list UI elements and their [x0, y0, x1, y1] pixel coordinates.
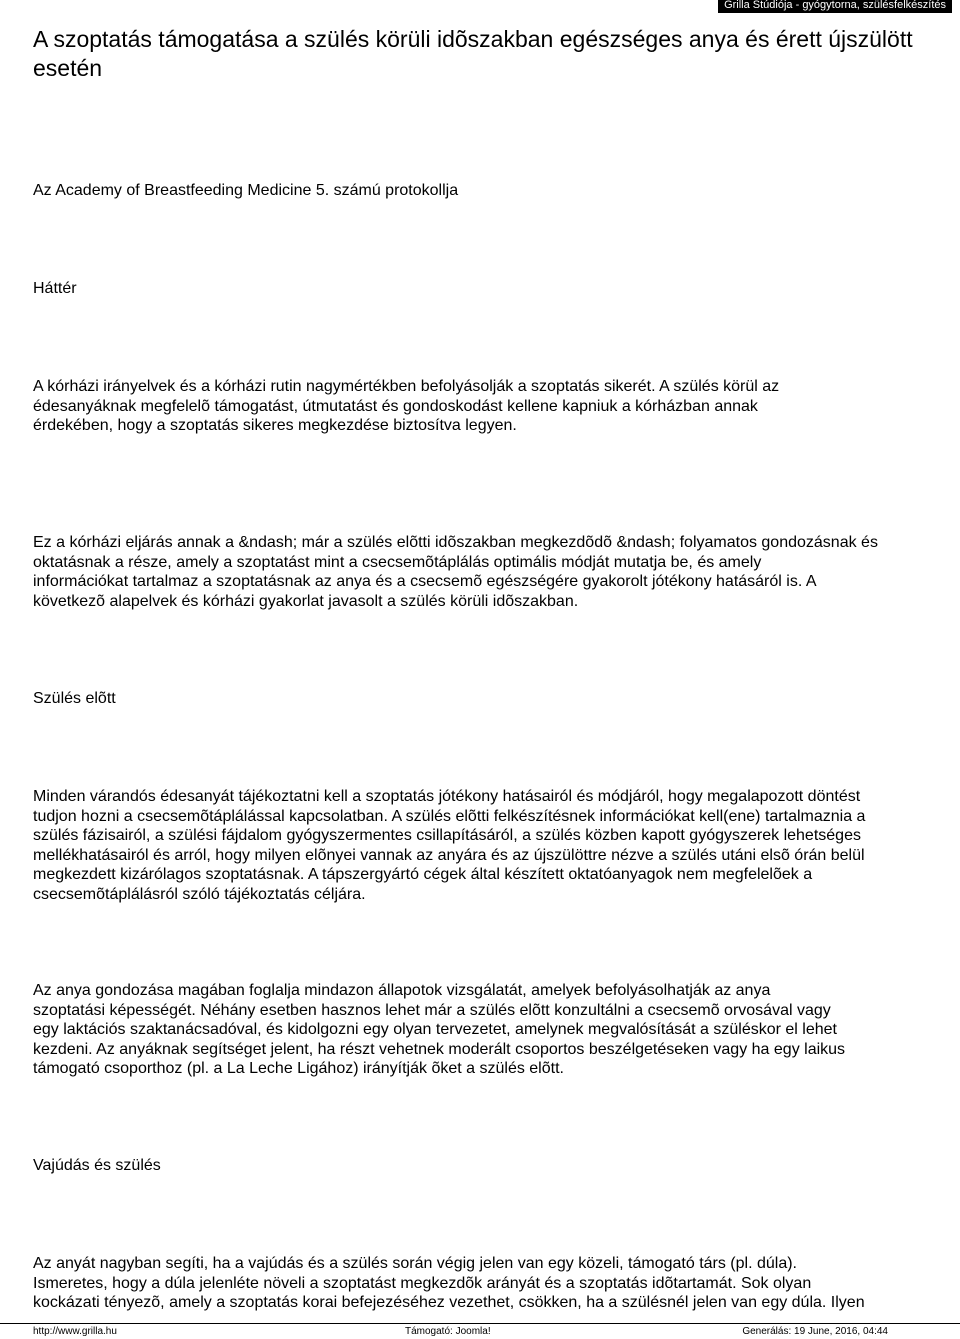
paragraph-line: Ez a kórházi eljárás annak a &ndash; már a szülés elõtti idõszakban megkezdõdõ &ndash; folyamatos gondozásnak és — [33, 534, 878, 551]
paragraph-line: tudjon hozni a csecsemõtáplálással kapcsolatban. A szülés elõtti felkészítésnek információkat kell(ene) tartalmaznia a — [33, 807, 866, 825]
paragraph-line: támogató csoporthoz (pl. a La Leche Ligához) irányítják õket a szülés elõtt. — [33, 1060, 564, 1077]
paragraph-line: szoptatási képességét. Néhány esetben hasznos lehet már a szülés elõtt konzultálni a csecsemõ orvosával vagy — [33, 1001, 831, 1019]
footer-site-url: http://www.grilla.hu — [33, 1326, 117, 1337]
paragraph-line: Minden várandós édesanyát tájékoztatni kell a szoptatás jótékony hatásairól és módjáról, hogy megalapozott döntést — [33, 788, 861, 805]
section-heading-before-birth: Szülés elõtt — [33, 690, 116, 707]
paragraph-line: édesanyáknak megfelelõ támogatást, útmutatást és gondoskodást kellene kapniuk a kórházban annak — [33, 397, 758, 415]
paragraph-line: kezdeni. Az anyáknak segítséget jelent, ha részt vehetnek moderált csoportos beszélgetéseken vagy ha egy laikus — [33, 1040, 846, 1058]
paragraph-line: mellékhatásairól és arról, hogy milyen elõnyei vannak az anyára és az újszülöttre nézve a szülés utáni elsõ órán belül — [33, 846, 865, 864]
section-heading-labor-and-birth: Vajúdás és szülés — [33, 1157, 161, 1174]
paragraph — [33, 377, 928, 436]
paragraph-line: Az anya gondozása magában foglalja mindazon állapotok vizsgálatát, amelyek befolyásolhatják az anya — [33, 982, 771, 999]
footer-generated-date: Generálás: 19 June, 2016, 04:44 — [742, 1326, 888, 1337]
paragraph — [33, 1254, 928, 1313]
paragraph-line: A kórházi irányelvek és a kórházi rutin nagymértékben befolyásolják a szoptatás sikerét. A szülés körül az — [33, 378, 780, 395]
paragraph — [33, 533, 928, 611]
paragraph-line: kockázati tényezõ, amely a szoptatás korai befejezéséhez vezethet, csökken, ha a szülésnél jelen van egy dúla. Ilyen — [33, 1294, 865, 1311]
paragraph — [33, 787, 928, 904]
paragraph — [33, 981, 928, 1079]
article-title: A szoptatás támogatása a szülés körüli idõszakban egészséges anya és érett újszülött esetén — [33, 26, 913, 81]
paragraph-line: következõ alapelvek és kórházi gyakorlat javasolt a szülés körüli idõszakban. — [33, 592, 579, 610]
paragraph-line: oktatásnak a része, amely a szoptatást mint a csecsemõtáplálás optimális módját mutatja be, és amely — [33, 553, 762, 571]
footer-sponsor: Támogató: Joomla! — [405, 1326, 491, 1337]
paragraph-line: szülés fázisairól, a szülési fájdalom gyógyszermentes csillapításáról, a szülés közben kapott gyógyszerek lehetséges — [33, 827, 861, 844]
paragraph-line: csecsemõtáplálásról szóló tájékoztatás céljára. — [33, 885, 366, 903]
article-subtitle: Az Academy of Breastfeeding Medicine 5. számú protokollja — [33, 182, 459, 199]
site-title: Grilla Stúdiója - gyógytorna, szülésfelkészítés — [718, 0, 952, 13]
paragraph-line: Ismeretes, hogy a dúla jelenléte növeli a szoptatást megkezdõk arányát és a szoptatás idõtartamát. Sok olyan — [33, 1274, 812, 1292]
paragraph-line: Az anyát nagyban segíti, ha a vajúdás és a szülés során végig jelen van egy közeli, támogató társ (pl. dúla). — [33, 1255, 797, 1272]
paragraph-line: megkezdett kizárólagos szoptatásnak. A tápszergyártó cégek által készített oktatóanyagok nem megfelelõek a — [33, 866, 813, 883]
section-heading-background: Háttér — [33, 280, 77, 297]
page-header — [0, 0, 960, 13]
paragraph-line: egy laktációs szaktanácsadóval, és kidolgozni egy olyan tervezetet, amelynek megvalósítását a szüléskor el lehet — [33, 1021, 837, 1038]
page-footer — [0, 1323, 960, 1339]
paragraph-line: érdekében, hogy a szoptatás sikeres megkezdése biztosítva legyen. — [33, 417, 517, 434]
paragraph-line: információkat tartalmaz a szoptatásnak az anya és a csecsemõ egészségére gyakorolt jótékony hatásáról is. A — [33, 573, 817, 590]
